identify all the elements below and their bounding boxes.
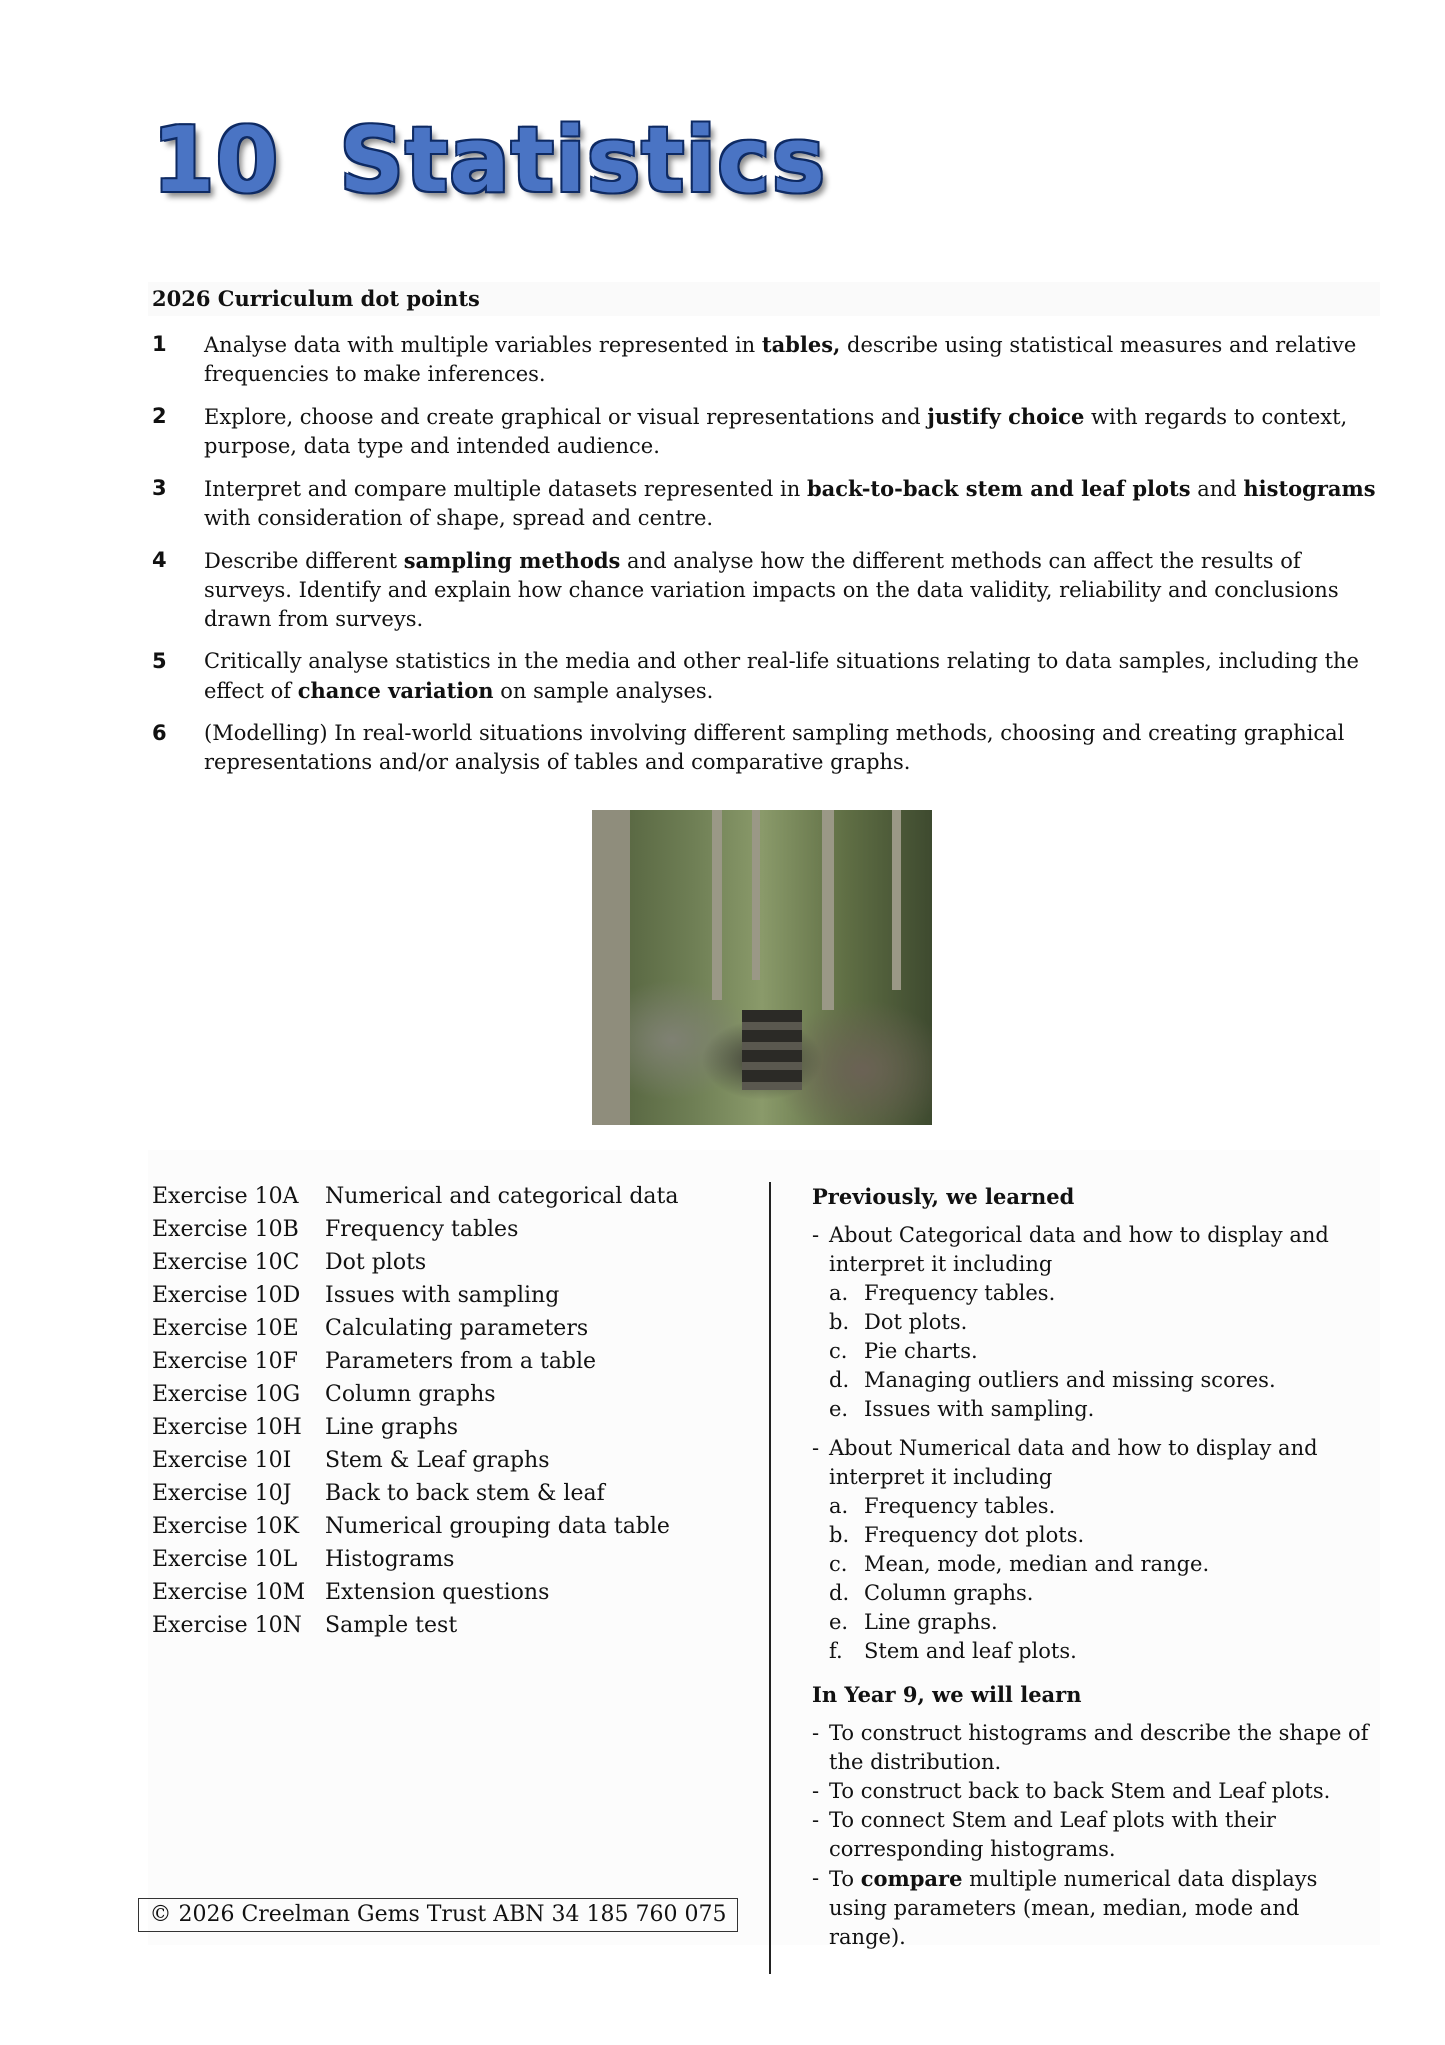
emphasis-text: sampling methods: [403, 548, 621, 573]
sub-letter: d.: [829, 1368, 850, 1392]
exercise-name: Back to back stem & leaf: [325, 1481, 605, 1506]
curriculum-point: [152, 647, 1384, 706]
exercise-row: [152, 1180, 678, 1213]
curriculum-point: [152, 719, 1384, 777]
sub-text: Column graphs.: [864, 1581, 1034, 1605]
exercise-row: [152, 1477, 678, 1510]
point-number: 3: [152, 476, 167, 500]
bullet-item: [812, 1434, 1372, 1492]
exercise-name: Numerical and categorical data: [325, 1184, 679, 1209]
exercise-name: Dot plots: [325, 1250, 427, 1275]
curriculum-heading: 2026 Curriculum dot points: [148, 282, 1380, 316]
exercise-row: [152, 1345, 678, 1378]
emphasis-text: justify choice: [927, 404, 1085, 429]
exercise-id: Exercise 10D: [152, 1283, 301, 1308]
sub-item: [812, 1395, 1372, 1424]
chapter-number: 10: [152, 108, 280, 213]
sub-item: [812, 1308, 1372, 1337]
bullet-text: About Numerical data and how to display and interpret it including: [829, 1436, 1318, 1489]
spacer: [812, 1424, 1372, 1434]
previously-list: [812, 1221, 1372, 1666]
emphasis-text: back-to-back stem and leaf plots: [806, 476, 1191, 501]
exercise-name: Column graphs: [325, 1382, 496, 1407]
point-number: 1: [152, 332, 167, 356]
exercise-row: [152, 1378, 678, 1411]
chapter-title: [152, 108, 826, 213]
sub-item: [812, 1608, 1372, 1637]
sub-item: [812, 1337, 1372, 1366]
bullet-item: [812, 1719, 1372, 1777]
exercise-id: Exercise 10A: [152, 1184, 299, 1209]
text-run: and analyse how the different methods can affect the results of surveys. Identify and explain how chance variation impacts on the data validity, reliability and conclusions drawn from surveys.: [204, 549, 1339, 631]
sub-letter: e.: [829, 1397, 849, 1421]
exercise-row: [152, 1279, 678, 1312]
exercise-name: Issues with sampling: [325, 1283, 560, 1308]
sub-text: Line graphs.: [864, 1610, 998, 1634]
year9-heading: In Year 9, we will learn: [812, 1682, 1082, 1707]
point-text: [204, 546, 1384, 634]
exercise-name: Frequency tables: [325, 1217, 519, 1242]
emphasis-text: compare: [860, 1866, 963, 1891]
sub-letter: b.: [829, 1523, 850, 1547]
dash-icon: -: [812, 1866, 820, 1890]
exercise-row: [152, 1411, 678, 1444]
bullet-item: [812, 1221, 1372, 1279]
dash-icon: -: [812, 1721, 820, 1745]
sub-letter: c.: [829, 1339, 848, 1363]
text-run: with regards to context, purpose, data type and intended audience.: [204, 405, 1348, 458]
sub-letter: a.: [829, 1281, 849, 1305]
bullet-item: [812, 1806, 1372, 1864]
sub-item: [812, 1550, 1372, 1579]
exercise-row: [152, 1510, 678, 1543]
exercise-id: Exercise 10I: [152, 1448, 292, 1473]
exercise-name: Calculating parameters: [325, 1316, 589, 1341]
sub-letter: c.: [829, 1552, 848, 1576]
text-run: To construct back to back Stem and Leaf plots.: [829, 1779, 1331, 1803]
sub-text: Pie charts.: [864, 1339, 978, 1363]
exercise-id: Exercise 10H: [152, 1415, 302, 1440]
text-run: Interpret and compare multiple datasets represented in: [204, 477, 807, 501]
text-run: To connect Stem and Leaf plots with their corresponding histograms.: [829, 1808, 1276, 1861]
exercise-row: [152, 1543, 678, 1576]
sub-item: [812, 1637, 1372, 1666]
exercise-row: [152, 1312, 678, 1345]
sub-letter: f.: [829, 1639, 843, 1663]
text-run: (Modelling) In real-world situations involving different sampling methods, choosing and creating graphical representations and/or analysis of tables and comparative graphs.: [204, 721, 1345, 774]
exercise-name: Sample test: [325, 1613, 458, 1638]
point-text: [204, 719, 1384, 777]
bullet-item: [812, 1864, 1372, 1952]
emphasis-text: tables,: [761, 332, 841, 357]
point-text: [204, 647, 1384, 706]
exercise-id: Exercise 10C: [152, 1250, 300, 1275]
forest-path-photo: [592, 810, 932, 1125]
copyright-notice: © 2026 Creelman Gems Trust ABN 34 185 760 075: [138, 1898, 738, 1932]
column-divider: [769, 1182, 771, 1974]
sub-item: [812, 1579, 1372, 1608]
exercise-list: [152, 1180, 678, 1642]
text-run: Critically analyse statistics in the media and other real-life situations relating to data samples, including the effect of: [204, 649, 1359, 703]
sub-text: Frequency tables.: [864, 1281, 1056, 1305]
point-number: 6: [152, 721, 167, 745]
exercise-id: Exercise 10E: [152, 1316, 299, 1341]
exercise-row: [152, 1213, 678, 1246]
sub-text: Stem and leaf plots.: [864, 1639, 1077, 1663]
exercise-id: Exercise 10N: [152, 1613, 302, 1638]
bullet-text: [829, 1777, 1330, 1806]
exercise-row: [152, 1609, 678, 1642]
sub-text: Frequency dot plots.: [864, 1523, 1085, 1547]
sub-item: [812, 1492, 1372, 1521]
exercise-name: Parameters from a table: [325, 1349, 597, 1374]
exercise-name: Stem & Leaf graphs: [325, 1448, 550, 1473]
text-run: To: [829, 1867, 861, 1891]
exercise-id: Exercise 10G: [152, 1382, 301, 1407]
text-run: with consideration of shape, spread and centre.: [204, 506, 714, 530]
text-run: Analyse data with multiple variables represented in: [204, 333, 762, 357]
point-number: 5: [152, 649, 167, 673]
sub-item: [812, 1279, 1372, 1308]
dash-icon: -: [812, 1436, 820, 1460]
sub-text: Issues with sampling.: [864, 1397, 1095, 1421]
exercise-id: Exercise 10M: [152, 1580, 306, 1605]
year9-list: [812, 1719, 1372, 1952]
exercise-name: Line graphs: [325, 1415, 459, 1440]
point-text: [204, 330, 1384, 389]
sub-letter: e.: [829, 1610, 849, 1634]
sub-item: [812, 1366, 1372, 1395]
dash-icon: -: [812, 1808, 820, 1832]
text-run: on sample analyses.: [493, 679, 714, 703]
curriculum-points: [152, 330, 1384, 790]
exercise-id: Exercise 10F: [152, 1349, 298, 1374]
exercise-id: Exercise 10L: [152, 1547, 298, 1572]
exercise-row: [152, 1444, 678, 1477]
bullet-text: About Categorical data and how to display and interpret it including: [829, 1223, 1329, 1276]
exercise-name: Numerical grouping data table: [325, 1514, 670, 1539]
text-run: Explore, choose and create graphical or visual representations and: [204, 405, 928, 429]
curriculum-point: [152, 474, 1384, 533]
emphasis-text: chance variation: [297, 678, 494, 703]
sub-item: [812, 1521, 1372, 1550]
learning-summary: [812, 1180, 1372, 1952]
dash-icon: -: [812, 1223, 820, 1247]
text-run: multiple numerical data displays using parameters (mean, median, mode and range).: [829, 1867, 1318, 1949]
point-number: 2: [152, 404, 167, 428]
exercise-name: Extension questions: [325, 1580, 550, 1605]
exercise-row: [152, 1576, 678, 1609]
previously-heading: Previously, we learned: [812, 1184, 1075, 1209]
text-run: and: [1190, 477, 1244, 501]
bullet-text: [829, 1864, 1372, 1952]
chapter-name: Statistics: [339, 108, 827, 213]
bullet-text: [829, 1719, 1372, 1777]
emphasis-text: histograms: [1243, 476, 1376, 501]
sub-letter: a.: [829, 1494, 849, 1518]
sub-letter: b.: [829, 1310, 850, 1334]
exercise-id: Exercise 10B: [152, 1217, 299, 1242]
exercise-id: Exercise 10J: [152, 1481, 292, 1506]
sub-text: Managing outliers and missing scores.: [864, 1368, 1276, 1392]
curriculum-point: [152, 330, 1384, 389]
point-number: 4: [152, 548, 167, 572]
curriculum-point: [152, 402, 1384, 461]
bullet-text: [829, 1806, 1372, 1864]
exercise-name: Histograms: [325, 1547, 455, 1572]
sub-text: Dot plots.: [864, 1310, 968, 1334]
sub-text: Mean, mode, median and range.: [864, 1552, 1210, 1576]
text-run: To construct histograms and describe the shape of the distribution.: [829, 1721, 1369, 1774]
bullet-item: [812, 1777, 1372, 1806]
sub-letter: d.: [829, 1581, 850, 1605]
exercise-id: Exercise 10K: [152, 1514, 300, 1539]
exercise-row: [152, 1246, 678, 1279]
sub-text: Frequency tables.: [864, 1494, 1056, 1518]
point-text: [204, 402, 1384, 461]
curriculum-point: [152, 546, 1384, 634]
point-text: [204, 474, 1384, 533]
text-run: describe using statistical measures and relative frequencies to make inferences.: [204, 333, 1357, 386]
dash-icon: -: [812, 1779, 820, 1803]
text-run: Describe different: [204, 549, 404, 573]
